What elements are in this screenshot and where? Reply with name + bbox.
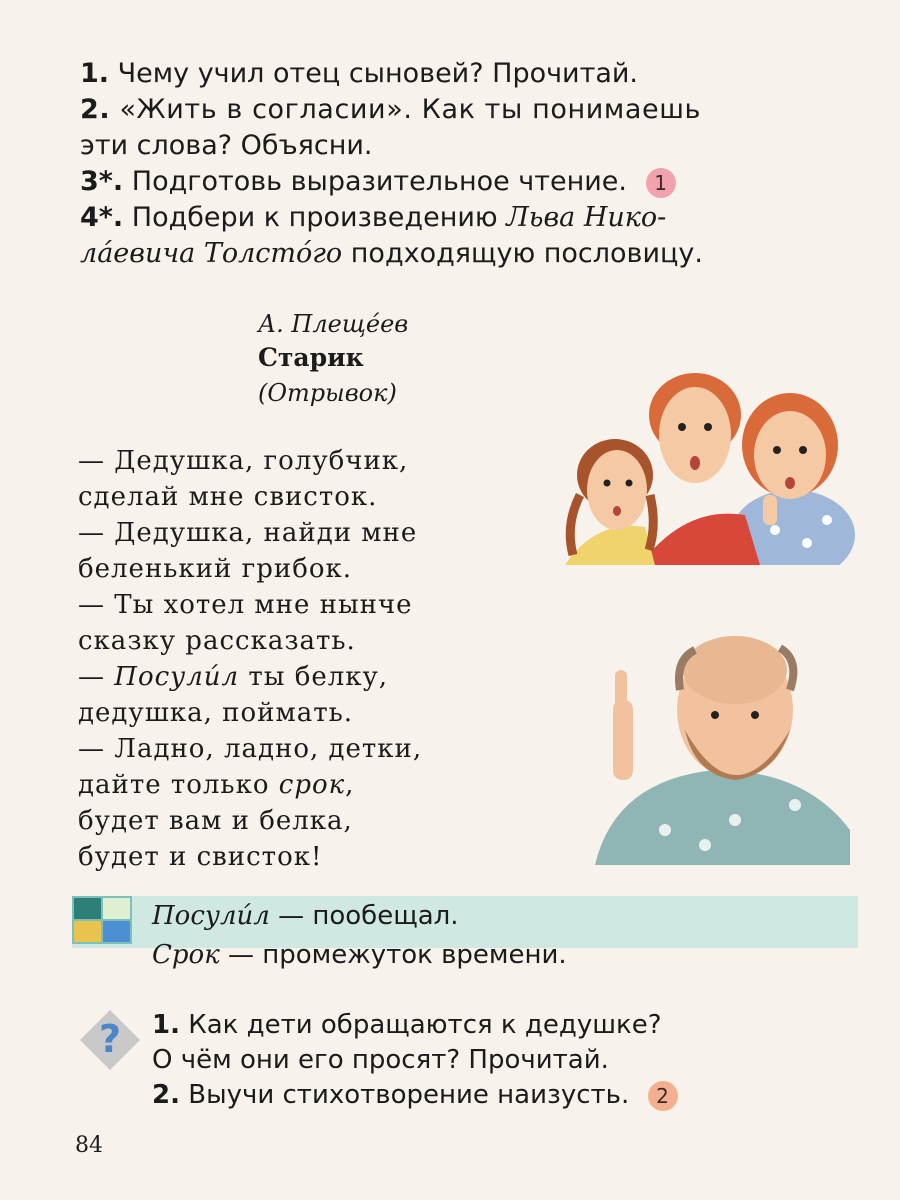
task-number: 3*. — [80, 166, 124, 197]
task-text: Чему учил отец сыновей? Прочитай. — [117, 58, 639, 89]
poem-line — [78, 770, 354, 800]
poem-text: ты белку, — [239, 662, 389, 692]
poem-line: будет и свисток! — [78, 842, 323, 872]
question-2 — [152, 1080, 678, 1111]
poem-line: — Дедушка, найди мне — [78, 518, 418, 548]
grandfather-illustration — [585, 630, 855, 865]
task-4-continued — [80, 236, 703, 272]
dictionary-icon — [72, 896, 132, 944]
children-illustration — [545, 355, 870, 565]
vocab-term: Посули́л — [152, 901, 270, 931]
task-1 — [80, 56, 638, 92]
task-2 — [80, 92, 701, 128]
question-1 — [152, 1010, 662, 1040]
question-text: О чём они его просят? Прочитай. — [152, 1045, 609, 1075]
vocab-entry — [152, 901, 459, 931]
poem-line — [78, 662, 388, 692]
page-number: 84 — [75, 1133, 103, 1158]
author-name: Льва Нико- — [506, 202, 667, 233]
poem-text: дайте только — [78, 770, 279, 800]
task-number: 2. — [80, 94, 111, 125]
question-number: 1. — [152, 1010, 180, 1040]
poem-line: сделай мне свисток. — [78, 482, 378, 512]
task-number: 1. — [80, 58, 110, 89]
svg-text:?: ? — [98, 1017, 122, 1061]
vocab-definition: — промежуток времени. — [219, 940, 567, 970]
poem-line: — Ладно, ладно, детки, — [78, 734, 423, 764]
task-text: «Жить в согласии». Как ты понимаешь — [119, 94, 702, 125]
poem-subtitle: (Отрывок) — [258, 379, 397, 407]
question-number: 2. — [152, 1080, 180, 1110]
author-name: ла́евича Толсто́го — [80, 238, 343, 269]
question-mark-icon — [78, 1008, 142, 1072]
poem-line: будет вам и белка, — [78, 806, 353, 836]
poem-line: сказку рассказать. — [78, 626, 356, 656]
task-text: эти слова? Объясни. — [80, 130, 373, 161]
task-text: Подготовь выразительное чтение. — [131, 166, 627, 197]
question-1-continued — [152, 1045, 609, 1075]
poem-line: — Дедушка, голубчик, — [78, 446, 409, 476]
vocab-term-inline: Посули́л — [114, 662, 240, 692]
task-number: 4*. — [80, 202, 124, 233]
poem-line: беленький грибок. — [78, 554, 353, 584]
vocab-definition: — пообещал. — [269, 901, 459, 931]
question-badge: 2 — [648, 1081, 678, 1111]
task-badge: 1 — [646, 168, 676, 198]
task-2-continued — [80, 128, 373, 164]
task-text: подходящую пословицу. — [350, 238, 703, 269]
vocab-entry — [152, 940, 567, 970]
task-text: Подбери к произведению — [131, 202, 498, 233]
question-text: Как дети обращаются к дедушке? — [188, 1010, 662, 1040]
vocab-term-inline: срок — [278, 770, 346, 800]
task-4 — [80, 200, 666, 236]
vocab-term: Срок — [152, 940, 220, 970]
poem-author: А. Плеще́ев — [258, 310, 409, 338]
punctuation: , — [345, 770, 355, 800]
question-text: Выучи стихотворение наизусть. — [188, 1080, 630, 1110]
poem-title: Старик — [258, 343, 364, 372]
task-3 — [80, 164, 676, 200]
poem-line: — Ты хотел мне нынче — [78, 590, 413, 620]
dash: — — [78, 662, 115, 692]
poem-line: дедушка, поймать. — [78, 698, 353, 728]
